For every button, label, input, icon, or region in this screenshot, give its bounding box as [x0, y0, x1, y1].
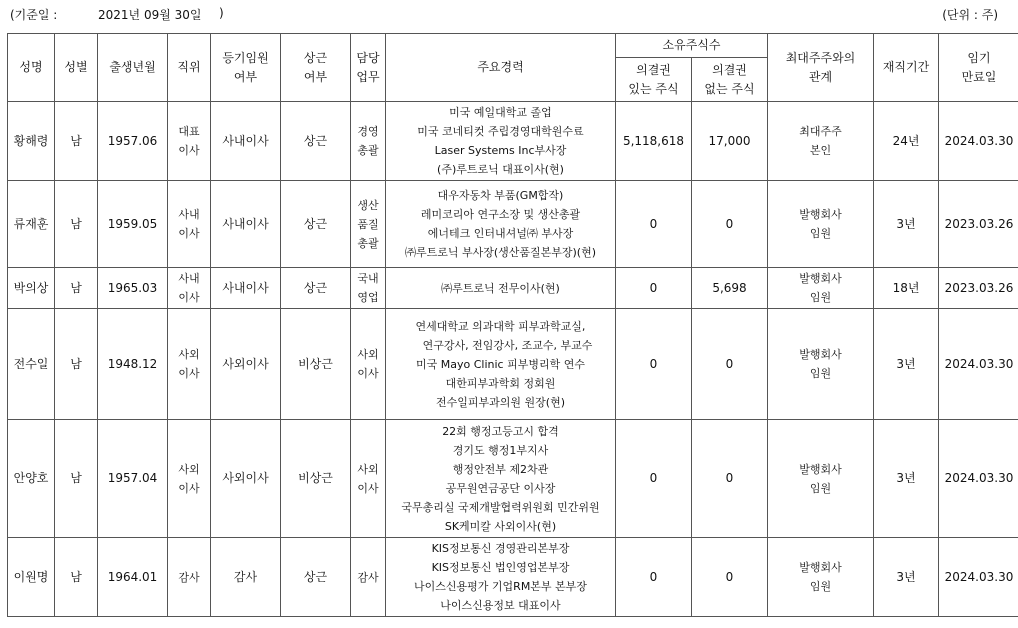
- cell-fulltime: 비상근: [281, 309, 351, 420]
- career-line: 행정안전부 제2차관: [452, 462, 549, 476]
- cell-position: 감사: [168, 538, 211, 617]
- table-row: [8, 420, 1018, 538]
- career-line: 미국 예일대학교 졸업: [449, 106, 552, 119]
- career-line: 공무원연금공단 이사장: [445, 481, 556, 495]
- career-line: ㈜루트로닉 전무이사(현): [441, 281, 560, 295]
- cell-registered: 사내이사: [211, 102, 281, 181]
- cell-tenure: 3년: [874, 538, 939, 617]
- header-tenure: 재직기간: [874, 34, 939, 102]
- cell-nonvoting-shares: 5,698: [692, 268, 768, 309]
- cell-relation: 발행회사 임원: [768, 268, 874, 309]
- table-row: [8, 538, 1018, 617]
- cell-gender: 남: [55, 181, 98, 268]
- table-row: [8, 268, 1018, 309]
- cell-duty: 사외 이사: [351, 420, 386, 538]
- cell-birth: 1948.12: [98, 309, 168, 420]
- cell-birth: 1965.03: [98, 268, 168, 309]
- cell-career: [386, 268, 616, 309]
- header-name: 성명: [8, 34, 55, 102]
- header-registered: 등기임원 여부: [211, 34, 281, 102]
- cell-nonvoting-shares: 0: [692, 538, 768, 617]
- cell-nonvoting-shares: 17,000: [692, 102, 768, 181]
- header-position: 직위: [168, 34, 211, 102]
- cell-registered: 사내이사: [211, 268, 281, 309]
- cell-voting-shares: 0: [616, 181, 692, 268]
- cell-nonvoting-shares: 0: [692, 420, 768, 538]
- cell-birth: 1959.05: [98, 181, 168, 268]
- cell-career: [386, 309, 616, 420]
- cell-relation: 발행회사 임원: [768, 420, 874, 538]
- cell-tenure: 18년: [874, 268, 939, 309]
- career-line: 연세대학교 의과대학 피부과학교실,: [415, 319, 586, 333]
- cell-voting-shares: 0: [616, 309, 692, 420]
- table-row: [8, 309, 1018, 420]
- cell-career: [386, 181, 616, 268]
- career-line: 22회 행정고등고시 합격: [442, 424, 559, 438]
- unit-label: (단위 : 주): [942, 8, 998, 22]
- cell-term-end: 2024.03.30: [939, 420, 1018, 538]
- career-line: 미국 코네티컷 주립경영대학원수료: [417, 125, 584, 138]
- officers-table: [7, 33, 1018, 617]
- cell-duty: 감사: [351, 538, 386, 617]
- cell-nonvoting-shares: 0: [692, 309, 768, 420]
- cell-gender: 남: [55, 420, 98, 538]
- cell-fulltime: 상근: [281, 181, 351, 268]
- header-duty: 담당 업무: [351, 34, 386, 102]
- header-nonvoting-shares: 의결권 없는 주식: [692, 58, 768, 102]
- cell-career: [386, 102, 616, 181]
- cell-gender: 남: [55, 102, 98, 181]
- cell-position: 사내 이사: [168, 268, 211, 309]
- cell-name: 이원명: [8, 538, 55, 617]
- cell-duty: 경영 총괄: [351, 102, 386, 181]
- cell-career: [386, 538, 616, 617]
- table-caption-line: [0, 6, 1018, 26]
- career-line: 나이스신용정보 대표이사: [440, 599, 561, 612]
- cell-gender: 남: [55, 309, 98, 420]
- career-line: KIS정보통신 경영관리본부장: [431, 542, 570, 555]
- career-line: 경기도 행정1부지사: [452, 443, 549, 457]
- cell-position: 사외 이사: [168, 309, 211, 420]
- career-line: 나이스신용평가 기업RM본부 본부장: [414, 580, 587, 593]
- career-line: 연구강사, 전임강사, 조교수, 부교수: [408, 338, 593, 352]
- cell-birth: 1957.06: [98, 102, 168, 181]
- cell-term-end: 2023.03.26: [939, 268, 1018, 309]
- header-shares-group: 소유주식수: [616, 34, 768, 58]
- cell-name: 전수일: [8, 309, 55, 420]
- cell-position: 사내 이사: [168, 181, 211, 268]
- cell-position: 대표 이사: [168, 102, 211, 181]
- cell-position: 사외 이사: [168, 420, 211, 538]
- cell-term-end: 2024.03.30: [939, 102, 1018, 181]
- career-line: 레미코리아 연구소장 및 생산총괄: [420, 208, 581, 221]
- cell-career: [386, 420, 616, 538]
- cell-duty: 국내 영업: [351, 268, 386, 309]
- career-line: 대우자동차 부품(GM합작): [437, 189, 564, 202]
- header-gender: 성별: [55, 34, 98, 102]
- header-relation: 최대주주와의 관계: [768, 34, 874, 102]
- cell-name: 안양호: [8, 420, 55, 538]
- table-row: [8, 102, 1018, 181]
- cell-gender: 남: [55, 268, 98, 309]
- cell-birth: 1964.01: [98, 538, 168, 617]
- career-line: 대한피부과학회 정회원: [445, 376, 556, 390]
- base-date-value: 2021년 09월 30일: [98, 8, 202, 22]
- career-line: 전수일피부과의원 원장(현): [436, 395, 565, 409]
- cell-term-end: 2023.03.26: [939, 181, 1018, 268]
- cell-gender: 남: [55, 538, 98, 617]
- cell-registered: 사외이사: [211, 420, 281, 538]
- cell-registered: 감사: [211, 538, 281, 617]
- cell-tenure: 24년: [874, 102, 939, 181]
- cell-birth: 1957.04: [98, 420, 168, 538]
- career-line: ㈜루트로닉 부사장(생산품질본부장)(현): [404, 246, 597, 259]
- cell-registered: 사외이사: [211, 309, 281, 420]
- career-line: Laser Systems Inc부사장: [434, 144, 567, 157]
- cell-duty: 사외 이사: [351, 309, 386, 420]
- cell-relation: 발행회사 임원: [768, 181, 874, 268]
- cell-voting-shares: 0: [616, 538, 692, 617]
- cell-term-end: 2024.03.30: [939, 309, 1018, 420]
- header-career: 주요경력: [386, 34, 616, 102]
- cell-tenure: 3년: [874, 420, 939, 538]
- cell-voting-shares: 0: [616, 268, 692, 309]
- cell-fulltime: 상근: [281, 538, 351, 617]
- cell-relation: 발행회사 임원: [768, 309, 874, 420]
- cell-relation: 최대주주 본인: [768, 102, 874, 181]
- header-birth: 출생년월: [98, 34, 168, 102]
- header-fulltime: 상근 여부: [281, 34, 351, 102]
- header-term-end: 임기 만료일: [939, 34, 1018, 102]
- cell-tenure: 3년: [874, 309, 939, 420]
- career-line: 에너테크 인터내셔널㈜ 부사장: [427, 227, 574, 240]
- header-voting-shares: 의결권 있는 주식: [616, 58, 692, 102]
- cell-relation: 발행회사 임원: [768, 538, 874, 617]
- career-line: (주)루트로닉 대표이사(현): [437, 163, 564, 176]
- cell-voting-shares: 0: [616, 420, 692, 538]
- cell-duty: 생산 품질 총괄: [351, 181, 386, 268]
- base-date-label: (기준일 :: [10, 8, 58, 22]
- career-line: 국무총리실 국제개발협력위원회 민간위원: [401, 500, 600, 514]
- career-line: SK케미칼 사외이사(현): [444, 519, 557, 533]
- base-date-close: ): [219, 6, 224, 20]
- cell-nonvoting-shares: 0: [692, 181, 768, 268]
- table-row: [8, 181, 1018, 268]
- cell-name: 황해령: [8, 102, 55, 181]
- cell-fulltime: 상근: [281, 268, 351, 309]
- career-line: KIS정보통신 법인영업본부장: [431, 561, 570, 574]
- cell-voting-shares: 5,118,618: [616, 102, 692, 181]
- cell-tenure: 3년: [874, 181, 939, 268]
- cell-name: 박의상: [8, 268, 55, 309]
- cell-name: 류재훈: [8, 181, 55, 268]
- cell-fulltime: 상근: [281, 102, 351, 181]
- cell-fulltime: 비상근: [281, 420, 351, 538]
- cell-registered: 사내이사: [211, 181, 281, 268]
- cell-term-end: 2024.03.30: [939, 538, 1018, 617]
- career-line: 미국 Mayo Clinic 피부병리학 연수: [416, 357, 585, 371]
